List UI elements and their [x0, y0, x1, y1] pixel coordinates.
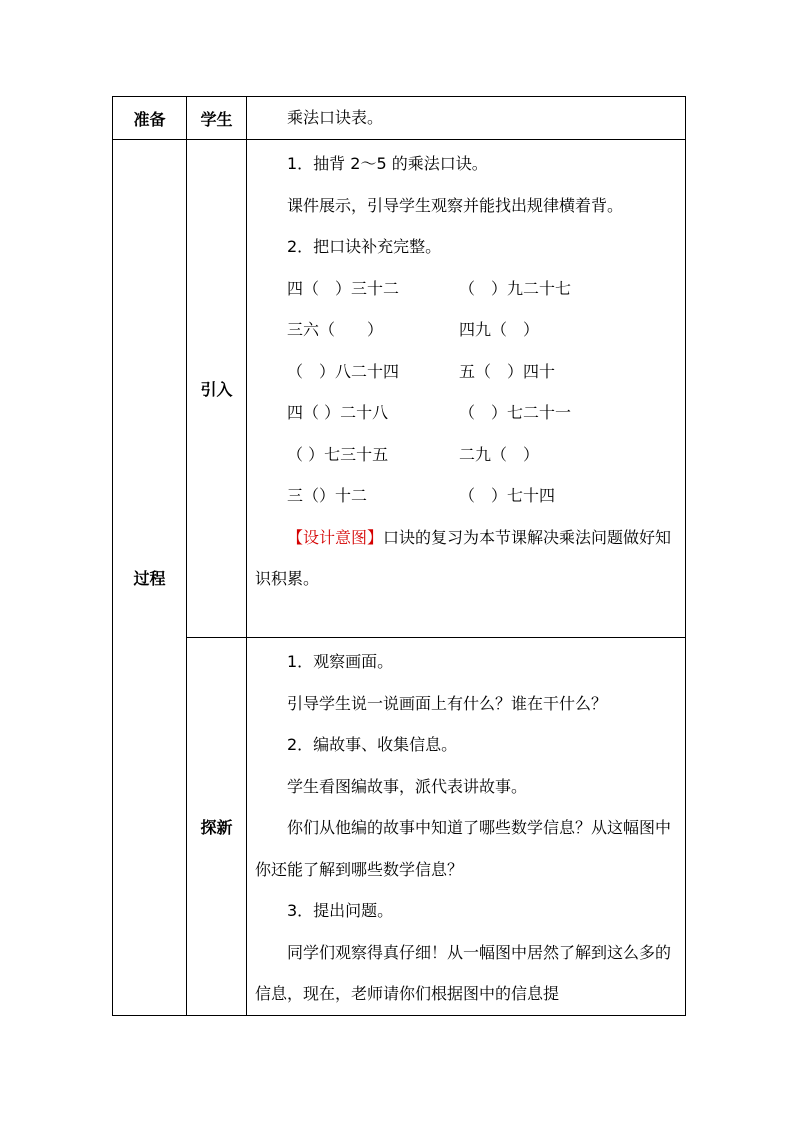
cell-student-label: 学生 [187, 97, 247, 140]
formula-right: 四九（ ） [459, 320, 540, 339]
explore-line-2: 引导学生说一说画面上有什么？谁在干什么？ [287, 693, 608, 713]
explore-line-5: 你们从他编的故事中知道了哪些数学信息？从这幅图中你还能了解到哪些数学信息？ [255, 818, 672, 879]
formula-pair-5 [255, 434, 683, 476]
formula-right: （ ）七二十一 [459, 403, 572, 422]
explore-line-4: 学生看图编故事，派代表讲故事。 [287, 776, 528, 796]
formula-right: （ ）九二十七 [459, 278, 572, 298]
explore-line-1: 1．观察画面。 [287, 652, 394, 671]
design-intent-note [255, 517, 683, 600]
formula-left: 三六（ ） [287, 320, 384, 339]
cell-preparation-label: 准备 [113, 97, 187, 140]
formula-right: 二九（ ） [459, 444, 540, 464]
cell-intro-content [247, 140, 686, 638]
formula-left: （ ）八二十四 [287, 361, 400, 381]
cell-intro-label: 引入 [187, 140, 247, 638]
table-row-preparation [113, 97, 686, 140]
cell-preparation-content [247, 97, 686, 140]
cell-process-label: 过程 [113, 140, 187, 1016]
lesson-plan-table [112, 96, 686, 1016]
design-intent-tag: 【设计意图】 [287, 527, 384, 547]
formula-left: 三（）十二 [287, 486, 368, 505]
formula-pair-2 [255, 309, 683, 351]
formula-left: 四（ ）二十八 [287, 403, 389, 422]
cell-explore-content [247, 638, 686, 1016]
table-row-intro [113, 140, 686, 638]
explore-line-6: 3．提出问题。 [287, 901, 394, 920]
preparation-text: 乘法口诀表。 [287, 108, 384, 128]
table-row-explore [113, 638, 686, 1016]
design-intent-text: 口诀的复习为本节课解决乘法问题做好知识积累。 [255, 527, 672, 588]
formula-pair-1 [255, 268, 683, 310]
cell-explore-label: 探新 [187, 638, 247, 1016]
formula-left: 四（ ）三十二 [287, 278, 400, 298]
formula-right: 五（ ）四十 [459, 361, 556, 381]
intro-line-3: 2．把口诀补充完整。 [287, 237, 442, 256]
formula-right: （ ）七十四 [459, 486, 556, 505]
formula-pair-4 [255, 392, 683, 434]
formula-left: （ ）七三十五 [287, 444, 389, 464]
formula-pair-6 [255, 475, 683, 517]
explore-line-7: 同学们观察得真仔细！从一幅图中居然了解到这么多的信息，现在，老师请你们根据图中的信息提 [255, 942, 672, 1003]
intro-line-1: 1．抽背 2～5 的乘法口诀。 [287, 154, 488, 173]
formula-pair-3 [255, 351, 683, 393]
intro-line-2: 课件展示，引导学生观察并能找出规律横着背。 [287, 195, 624, 215]
explore-line-3: 2．编故事、收集信息。 [287, 735, 458, 754]
